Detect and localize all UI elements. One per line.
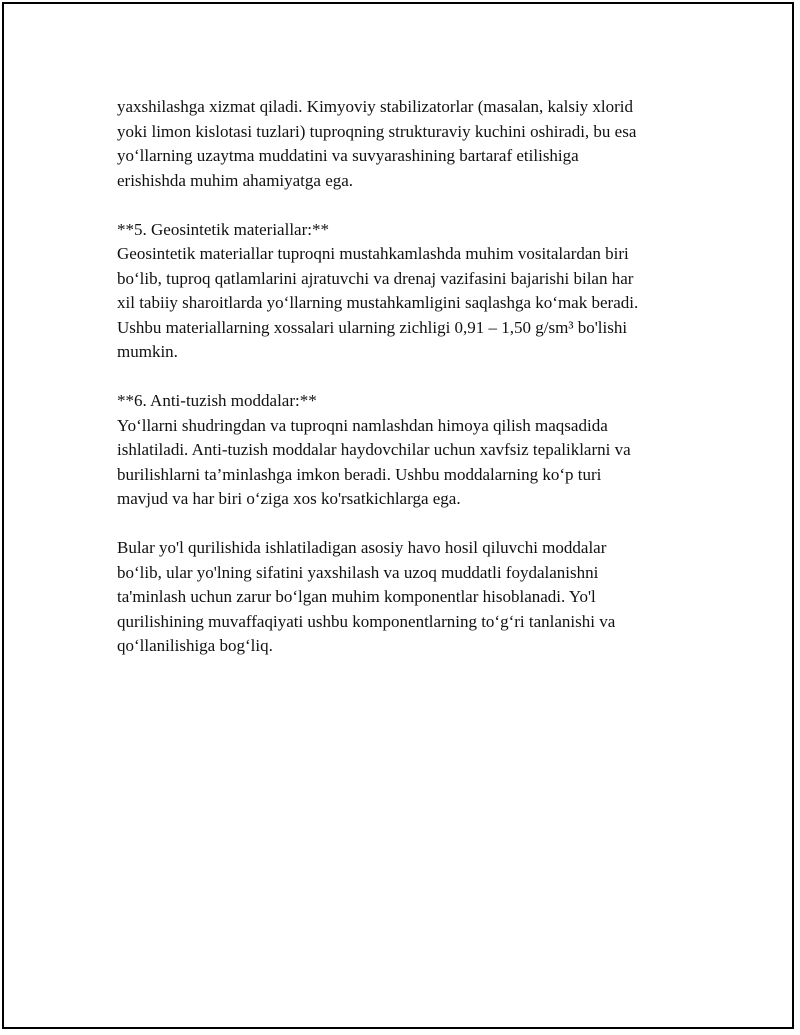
text-line: mavjud va har biri o‘ziga xos ko'rsatkichlarga ega. bbox=[117, 489, 461, 508]
document-body bbox=[117, 95, 697, 683]
paragraph-geosynthetic-materials bbox=[117, 218, 697, 365]
text-line: erishishda muhim ahamiyatga ega. bbox=[117, 170, 354, 190]
text-line: yaxshilashga xizmat qiladi. Kimyoviy stabilizatorlar (masalan, kalsiy xlorid bbox=[117, 97, 634, 116]
text-line: mumkin. bbox=[117, 342, 178, 361]
text-line: bo‘lib, tuproq qatlamlarini ajratuvchi va drenaj vazifasini bajarishi bilan har bbox=[117, 268, 634, 288]
section-heading: **5. Geosintetik materiallar:** bbox=[117, 219, 329, 239]
text-line: qo‘llanilishiga bog‘liq. bbox=[117, 636, 273, 655]
paragraph-stabilizers bbox=[117, 95, 697, 193]
text-line: Geosintetik materiallar tuproqni mustahkamlashda muhim vositalardan biri bbox=[117, 244, 629, 263]
text-line: yoki limon kislotasi tuzlari) tuproqning strukturaviy kuchini oshiradi, bu esa bbox=[117, 121, 637, 141]
section-heading: **6. Anti-tuzish moddalar:** bbox=[117, 391, 317, 410]
text-line: Bular yo'l qurilishida ishlatiladigan asosiy havo hosil qiluvchi moddalar bbox=[117, 538, 607, 557]
text-line: Yo‘llarni shudringdan va tuproqni namlashdan himoya qilish maqsadida bbox=[117, 415, 608, 435]
text-line: qurilishining muvaffaqiyati ushbu komponentlarning to‘g‘ri tanlanishi va bbox=[117, 611, 616, 631]
paragraph-conclusion bbox=[117, 536, 697, 659]
text-line: burilishlarni ta’minlashga imkon beradi. Ushbu moddalarning ko‘p turi bbox=[117, 464, 602, 484]
text-line: Ushbu materiallarning xossalari ularning zichligi 0,91 – 1,50 g/sm³ bo'lishi bbox=[117, 317, 628, 337]
text-line: bo‘lib, ular yo'lning sifatini yaxshilash va uzoq muddatli foydalanishni bbox=[117, 562, 599, 582]
paragraph-anti-icing-agents bbox=[117, 389, 697, 512]
text-line: yo‘llarning uzaytma muddatini va suvyarashining bartaraf etilishiga bbox=[117, 146, 579, 165]
text-line: xil tabiiy sharoitlarda yo‘llarning mustahkamligini saqlashga ko‘mak beradi. bbox=[117, 293, 639, 312]
text-line: ishlatiladi. Anti-tuzish moddalar haydovchilar uchun xavfsiz tepaliklarni va bbox=[117, 440, 631, 459]
text-line: ta'minlash uchun zarur bo‘lgan muhim komponentlar hisoblanadi. Yo'l bbox=[117, 587, 596, 606]
